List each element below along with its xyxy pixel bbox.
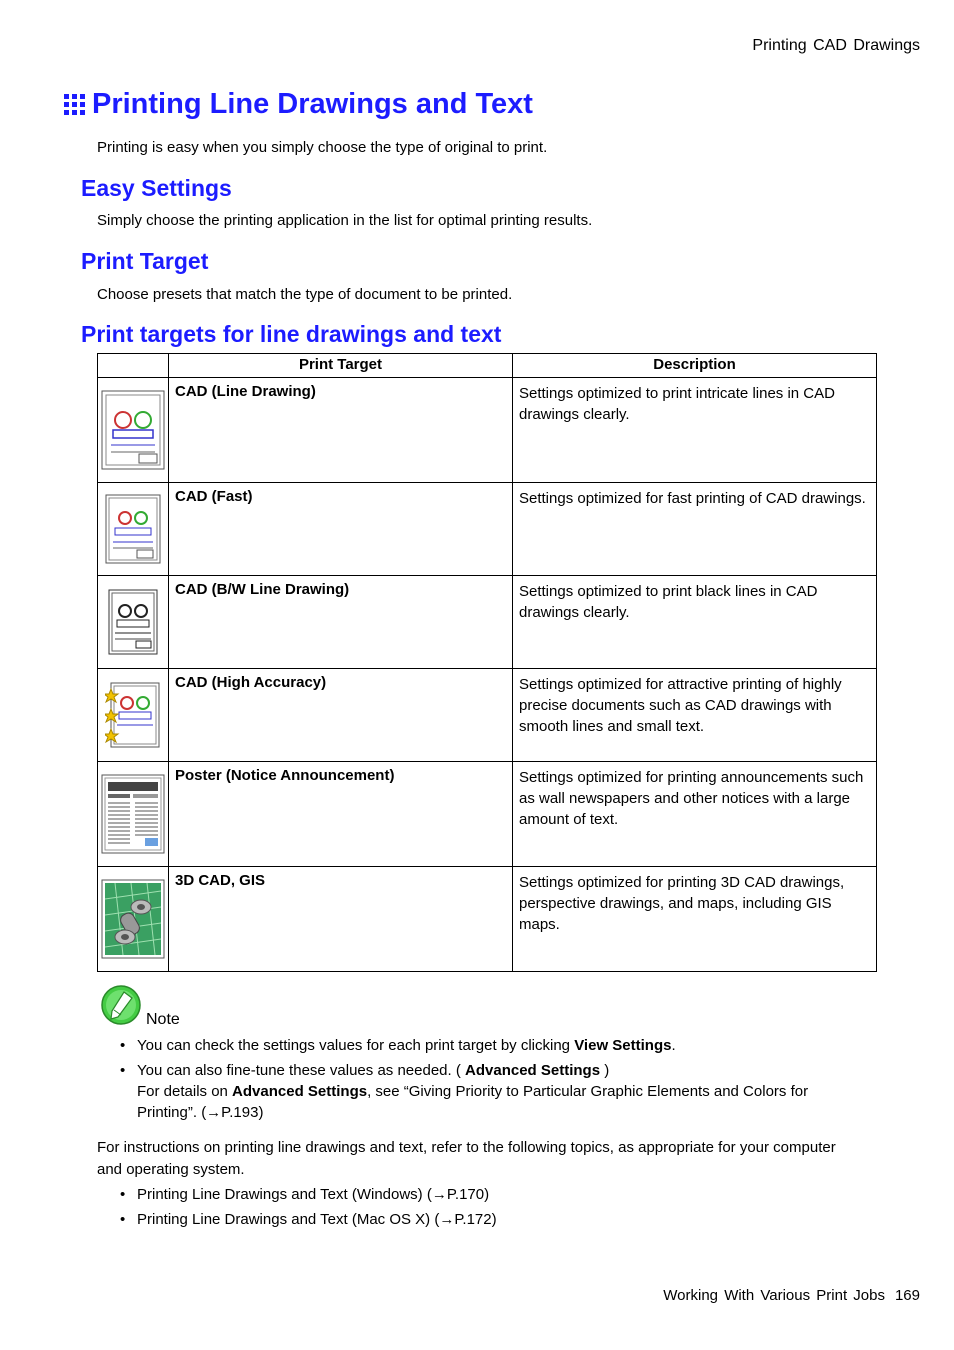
table-header-icon (98, 354, 169, 378)
table-row (98, 867, 877, 972)
page-title (64, 88, 533, 121)
target-description: Settings optimized to print intricate lines in CAD drawings clearly. (513, 378, 877, 483)
target-name: CAD (B/W Line Drawing) (169, 576, 513, 669)
3d-cad-gis-icon (101, 879, 165, 959)
target-description: Settings optimized for printing 3D CAD drawings, perspective drawings, and maps, including GIS maps. (513, 867, 877, 972)
table-header-description: Description (513, 354, 877, 378)
note-header (100, 984, 180, 1028)
list-item: • You can check the settings values for each print target by clicking View Settings. (120, 1035, 860, 1056)
targets-table-heading: Print targets for line drawings and text (81, 321, 502, 347)
target-description: Settings optimized to print black lines in CAD drawings clearly. (513, 576, 877, 669)
target-name: CAD (Line Drawing) (169, 378, 513, 483)
cad-high-accuracy-icon (105, 681, 161, 749)
print-target-heading: Print Target (81, 248, 209, 274)
print-targets-table (97, 353, 877, 972)
table-row (98, 576, 877, 669)
table-row (98, 483, 877, 576)
topic-link-macos[interactable]: • Printing Line Drawings and Text (Mac OS X) (→P.172) (120, 1209, 497, 1230)
instructions-text: For instructions on printing line drawings and text, refer to the following topics, as appropriate for your computer and operating system. (97, 1139, 836, 1178)
target-description: Settings optimized for attractive printing of highly precise documents such as CAD drawings with smooth lines and small text. (513, 669, 877, 762)
page-title-text: Printing Line Drawings and Text (92, 88, 533, 120)
table-header-row (98, 354, 877, 378)
target-name: Poster (Notice Announcement) (169, 762, 513, 867)
easy-settings-text: Simply choose the printing application in the list for optimal printing results. (97, 212, 593, 229)
target-description: Settings optimized for printing announcements such as wall newspapers and other notices with a large amount of text. (513, 762, 877, 867)
easy-settings-heading: Easy Settings (81, 175, 232, 201)
grid-icon (64, 94, 86, 116)
note-list (120, 1035, 860, 1127)
target-name: CAD (Fast) (169, 483, 513, 576)
print-target-text: Choose presets that match the type of document to be printed. (97, 286, 513, 303)
topic-links (120, 1184, 497, 1234)
page-number: 169 (894, 1287, 920, 1304)
target-name: CAD (High Accuracy) (169, 669, 513, 762)
table-header-target: Print Target (169, 354, 513, 378)
view-settings-ref: View Settings (574, 1037, 672, 1054)
target-description: Settings optimized for fast printing of CAD drawings. (513, 483, 877, 576)
table-row (98, 762, 877, 867)
advanced-settings-ref: Advanced Settings (465, 1062, 601, 1079)
pencil-note-icon (100, 984, 142, 1026)
target-name: 3D CAD, GIS (169, 867, 513, 972)
running-header: Printing CAD Drawings (752, 37, 920, 54)
table-row (98, 669, 877, 762)
poster-icon (101, 774, 165, 854)
footer-section: Working With Various Print Jobs (663, 1287, 885, 1304)
running-footer (663, 1287, 920, 1304)
advanced-settings-ref: Advanced Settings (232, 1083, 368, 1100)
cad-line-drawing-icon (101, 390, 165, 470)
table-row (98, 378, 877, 483)
cad-bw-icon (108, 589, 158, 655)
cad-fast-icon (105, 494, 161, 564)
topic-link-windows[interactable]: • Printing Line Drawings and Text (Windows) (→P.170) (120, 1184, 497, 1205)
list-item: • You can also fine-tune these values as needed. ( Advanced Settings ) For details on Advanced Settings, see “Giving Priority to Particular Graphic Elements and Colors for Printing”. (→P.193) (120, 1060, 860, 1123)
note-label: Note (146, 1011, 180, 1028)
intro-text: Printing is easy when you simply choose the type of original to print. (97, 139, 548, 156)
